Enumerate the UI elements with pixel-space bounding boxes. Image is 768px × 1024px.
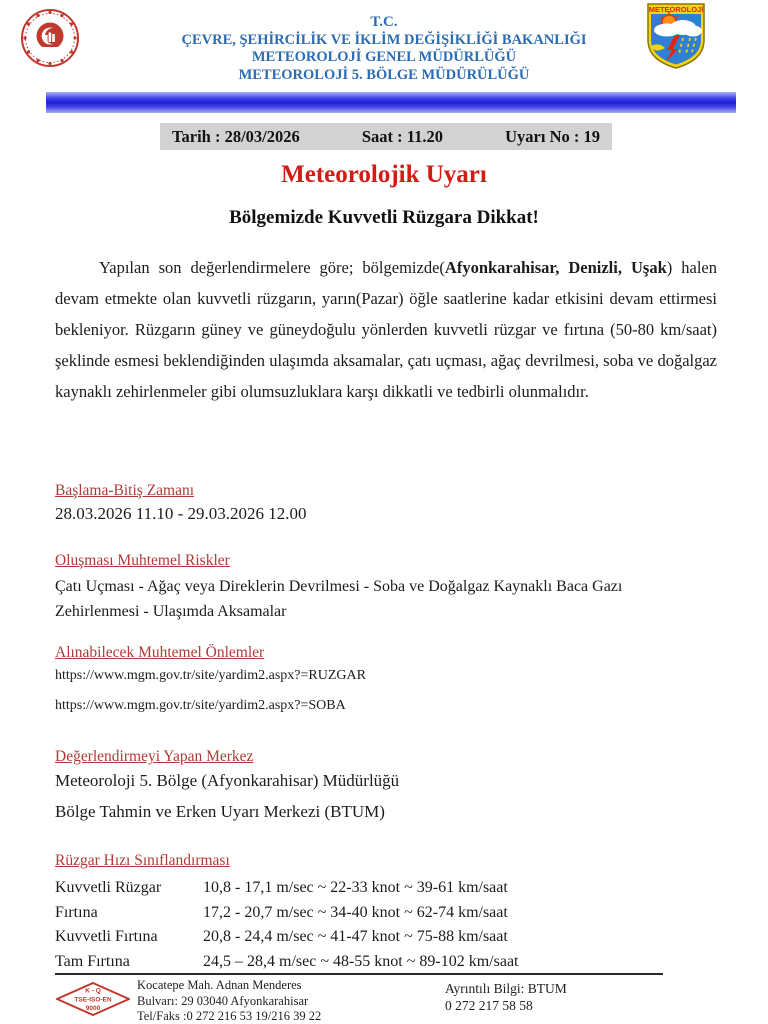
table-row (55, 925, 655, 950)
section-heading-center: Değerlendirmeyi Yapan Merkez (55, 748, 254, 765)
body-text-post: ) halen devam etmekte olan kuvvetli rüzgarın, yarın(Pazar) öğle saatlerine kadar etkisini devam ettirmesi bekleniyor. Rüzgarın güney ve güneydoğulu yönlerden kuvvetli rüzgar ve fırtına (50-80 km/saat) şeklinde esmesi beklendiğinden ulaşımda aksamalar, çatı uçması, ağaç devrilmesi, soba ve doğalgaz kaynaklı zehirlenmeler gibi olumsuzluklara karşı dikkatli ve tedbirli olunmalıdır. (55, 258, 717, 401)
tse-certification-icon (56, 982, 130, 1021)
wind-class-range: 24,5 – 28,4 m/sec ~ 48-55 knot ~ 89-102 km/saat (203, 952, 519, 970)
start-end-value: 28.03.2026 11.10 - 29.03.2026 12.00 (55, 504, 307, 523)
warning-date: Tarih : 28/03/2026 (172, 126, 300, 146)
footer-address-line-2: Bulvarı: 29 03040 Afyonkarahisar (137, 993, 309, 1008)
header-regional-directorate: METEOROLOJİ 5. BÖLGE MÜDÜRÜLÜĞÜ (238, 66, 530, 83)
header-divider-bar (46, 92, 736, 113)
shield-label: METEOROLOJİ (648, 5, 704, 14)
footer-address-line-3: Tel/Faks :0 272 216 53 19/216 39 22 (137, 1009, 322, 1023)
risks-value: Çatı Uçması - Ağaç veya Direklerin Devrilmesi - Soba ve Doğalgaz Kaynaklı Baca Gazı Zehirlenmesi - Ulaşımda Aksamalar (55, 578, 623, 620)
footer-info-label: Ayrıntılı Bilgi: BTUM (445, 981, 567, 996)
center-line-1: Meteoroloji 5. Bölge (Afyonkarahisar) Müdürlüğü (55, 771, 400, 790)
wind-class-name: Kuvvetli Fırtına (55, 928, 158, 945)
warning-body-paragraph (55, 252, 717, 407)
header-general-directorate: METEOROLOJİ GENEL MÜDÜRLÜĞÜ (251, 49, 517, 65)
affected-provinces: Afyonkarahisar, Denizli, Uşak (444, 258, 667, 277)
wind-class-range: 20,8 - 24,4 m/sec ~ 41-47 knot ~ 75-88 km/saat (203, 928, 508, 945)
measures-url-soba: https://www.mgm.gov.tr/site/yardim2.aspx?=SOBA (55, 698, 346, 713)
wind-classification-table (55, 876, 655, 974)
document-header (110, 14, 658, 84)
footer-divider (55, 973, 663, 975)
warning-time: Saat : 11.20 (361, 126, 444, 146)
section-heading-risks: Oluşması Muhtemel Riskler (55, 552, 230, 569)
ministry-seal-icon (20, 7, 80, 74)
section-heading-measures: Alınabilecek Muhtemel Önlemler (55, 644, 265, 661)
wind-class-name: Tam Fırtına (55, 952, 130, 970)
warning-number: Uyarı No : 19 (505, 126, 600, 146)
footer-info-phone: 0 272 217 58 58 (445, 998, 533, 1013)
footer-contact-info (445, 980, 567, 1014)
table-row (55, 876, 655, 901)
table-row (55, 950, 655, 975)
warning-subtitle: Bölgemizde Kuvvetli Rüzgara Dikkat! (229, 207, 539, 228)
warning-info-bar (160, 123, 612, 150)
wind-class-name: Kuvvetli Rüzgar (55, 879, 162, 896)
center-line-2: Bölge Tahmin ve Erken Uyarı Merkezi (BTUM) (55, 802, 385, 821)
tse-line-3: 9000 (85, 1005, 101, 1012)
wind-class-range: 10,8 - 17,1 m/sec ~ 22-33 knot ~ 39-61 km/saat (203, 879, 508, 896)
section-heading-start-end: Başlama-Bitiş Zamanı (55, 482, 195, 499)
table-row (55, 901, 655, 926)
meteorology-shield-icon (645, 2, 707, 75)
wind-class-name: Fırtına (55, 903, 98, 921)
measures-url-ruzgar: https://www.mgm.gov.tr/site/yardim2.aspx?=RUZGAR (55, 668, 366, 683)
wind-class-range: 17,2 - 20,7 m/sec ~ 34-40 knot ~ 62-74 km/saat (203, 903, 508, 921)
header-ministry: ÇEVRE, ŞEHİRCİLİK VE İKLİM DEĞİŞİKLİĞİ BAKANLIĞI (181, 31, 587, 48)
section-heading-wind-classification: Rüzgar Hızı Sınıflandırması (55, 852, 230, 869)
page-title: Meteorolojik Uyarı (281, 161, 487, 188)
tse-line-1: K - Q (85, 987, 101, 995)
tse-line-2: TSE-ISO-EN (74, 996, 112, 1004)
footer-address-line-1: Kocatepe Mah. Adnan Menderes (137, 978, 302, 992)
body-text-pre: Yapılan son değerlendirmelere göre; bölgemizde( (99, 258, 445, 277)
footer-address (137, 978, 321, 1024)
header-tc: T.C. (370, 14, 398, 30)
